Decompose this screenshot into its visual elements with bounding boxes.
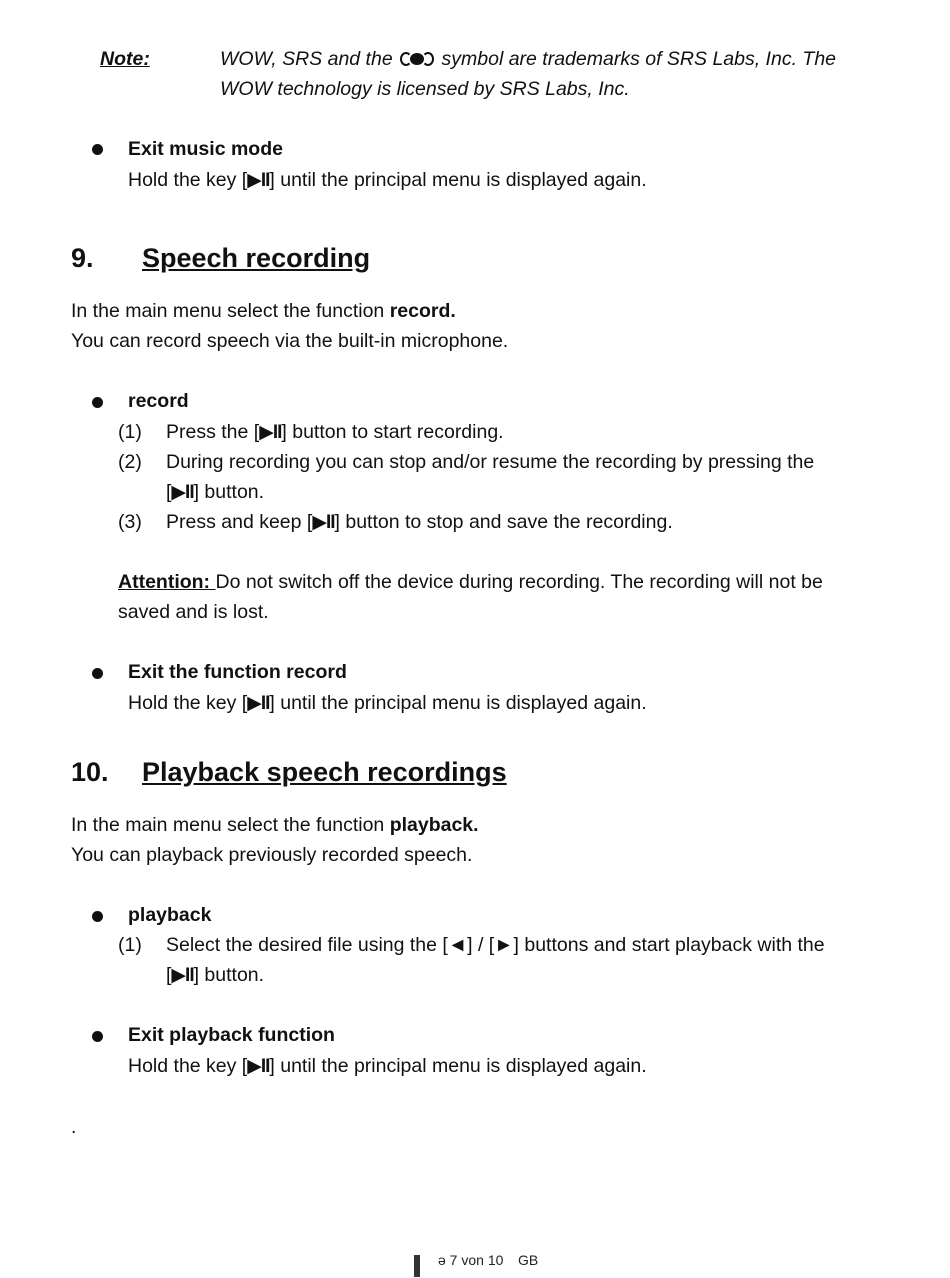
bullet-icon [92,397,103,408]
footer-language: GB [518,1252,539,1268]
text-fragment: [ [166,964,172,986]
step-2-line-2 [166,477,264,508]
step-number: (1) [118,421,142,443]
function-name-playback: playback. [389,814,479,836]
exit-record-title: Exit the function record [128,661,347,683]
section-10-intro-2: You can playback previously recorded speech. [71,844,473,866]
play-pause-icon: ▶II [247,1056,270,1077]
note-line-2: WOW technology is licensed by SRS Labs, Inc. [220,78,630,100]
section-9-title-text: Speech recording [142,243,371,273]
section-9-intro-2: You can record speech via the built-in microphone. [71,330,509,352]
text-fragment: [ [166,481,172,503]
note-label: Note: [100,48,150,70]
section-9-title [142,241,370,275]
exit-music-text [128,165,647,196]
function-name-record: record. [389,300,456,322]
text-fragment: ] button to stop and save the recording. [334,511,673,533]
section-9-intro [71,296,456,326]
srs-trademark-icon [400,52,434,66]
section-10-number: 10. [71,757,109,787]
text-fragment: ] button. [193,964,265,986]
text-fragment: Press and keep [ [166,511,313,533]
footer-page-number: ə 7 von 10 [438,1252,504,1268]
text-fragment: In the main menu select the function [71,814,390,836]
play-pause-icon: ▶II [312,512,335,533]
playback-step-1-line-1: Select the desired file using the [◄] / [►] buttons and start playback with the [166,934,825,956]
play-pause-icon: ▶II [247,693,270,714]
text-fragment: Hold the key [ [128,1055,248,1077]
text-fragment: ] until the principal menu is displayed again. [269,169,647,191]
step-3-text [166,507,673,538]
section-10-title [142,755,507,789]
play-pause-icon: ▶II [171,482,194,503]
exit-playback-title: Exit playback function [128,1024,335,1046]
step-2-line-1: During recording you can stop and/or resume the recording by pressing the [166,451,815,473]
text-fragment: ] button to start recording. [281,421,504,443]
note-line1-post: symbol are trademarks of SRS Labs, Inc. The [441,48,837,70]
text-fragment: Hold the key [ [128,169,248,191]
section-10-title-text: Playback speech recordings [142,757,507,787]
text-fragment: ] until the principal menu is displayed again. [269,1055,647,1077]
text-fragment: ] button. [193,481,265,503]
playback-step-1-line-2 [166,960,264,991]
step-number: (3) [118,511,142,533]
exit-playback-text [128,1051,647,1082]
attention-line-1 [118,567,823,597]
text-fragment: Hold the key [ [128,692,248,714]
playback-bullet-title: playback [128,904,212,926]
play-pause-icon: ▶II [171,965,194,986]
step-number: (1) [118,934,142,956]
exit-record-text [128,688,647,719]
play-pause-icon: ▶II [259,422,282,443]
exit-music-title: Exit music mode [128,138,283,160]
bullet-icon [92,144,103,155]
section-10-intro [71,810,479,840]
section-9-number: 9. [71,243,94,273]
attention-label: Attention: [118,571,216,593]
footer-bar [414,1255,420,1277]
text-fragment: Press the [ [166,421,260,443]
text-fragment: ] until the principal menu is displayed again. [269,692,647,714]
text-fragment: Do not switch off the device during recording. The recording will not be [215,571,823,593]
text-fragment: In the main menu select the function [71,300,390,322]
step-1-text [166,417,504,448]
record-bullet-title: record [128,390,189,412]
step-number: (2) [118,451,142,473]
note-line1-pre: WOW, SRS and the [220,48,393,70]
note-line-1 [220,44,836,74]
bullet-icon [92,911,103,922]
bullet-icon [92,1031,103,1042]
stray-period: . [71,1116,77,1138]
play-pause-icon: ▶II [247,170,270,191]
attention-line-2: saved and is lost. [118,601,269,623]
bullet-icon [92,668,103,679]
